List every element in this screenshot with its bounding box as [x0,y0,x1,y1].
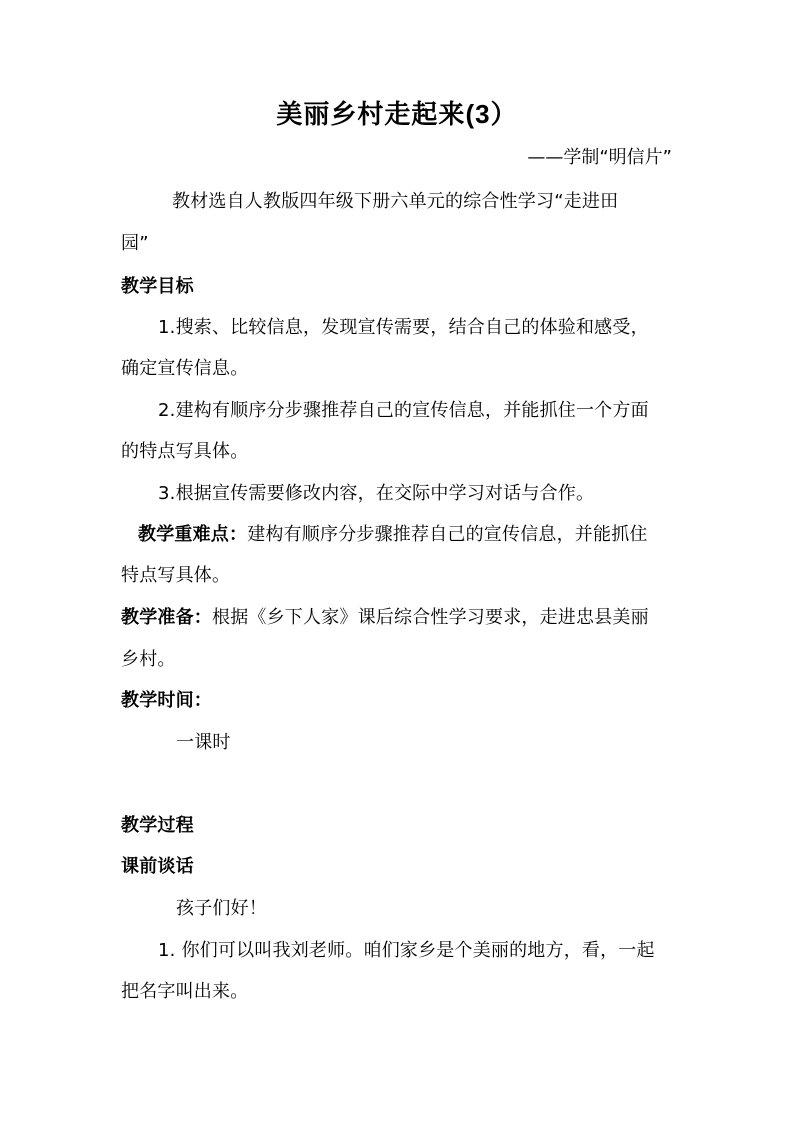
key-difficulty-label: 教学重难点： [138,524,248,545]
step-1-line-2: 把名字叫出来。 [121,981,249,1002]
goal-2-line-2: 的特点写具体。 [121,441,249,462]
goal-3-line-1: 3.根据宣传需要修改内容，在交际中学习对话与合作。 [158,483,595,504]
goals-heading: 教学目标 [121,276,194,297]
process-heading: 教学过程 [121,815,194,836]
document-title [0,96,794,133]
greeting-line: 孩子们好！ [176,898,267,919]
document-subtitle: ——学制“明信片” [527,147,672,168]
preparation-text: 根据《乡下人家》课后综合性学习要求，走进忠县美丽 [212,607,649,628]
key-difficulty-text: 建构有顺序分步骤推荐自己的宣传信息，并能抓住 [247,524,648,545]
title-number: (3） [465,99,518,129]
time-value: 一课时 [176,732,231,753]
intro-line-2: 园” [121,233,149,254]
preparation-line-2: 乡村。 [121,649,176,670]
goal-2-line-1: 2.建构有顺序分步骤推荐自己的宣传信息，并能抓住一个方面 [158,400,649,421]
key-difficulty-line-1 [138,523,648,547]
title-main: 美丽乡村走起来 [276,100,466,130]
preparation-line-1 [121,606,649,630]
time-heading: 教学时间： [121,690,212,711]
intro-line-1: 教材选自人教版四年级下册六单元的综合性学习“走进田 [172,191,619,212]
goal-1-line-2: 确定宣传信息。 [121,358,249,379]
preparation-label: 教学准备： [121,607,212,628]
key-difficulty-line-2: 特点写具体。 [121,565,231,586]
goal-1-line-1: 1.搜索、比较信息，发现宣传需要，结合自己的体验和感受， [158,317,649,338]
step-1-line-1: 1. 你们可以叫我刘老师。咱们家乡是个美丽的地方，看，一起 [158,940,655,961]
pre-talk-heading: 课前谈话 [121,856,194,877]
